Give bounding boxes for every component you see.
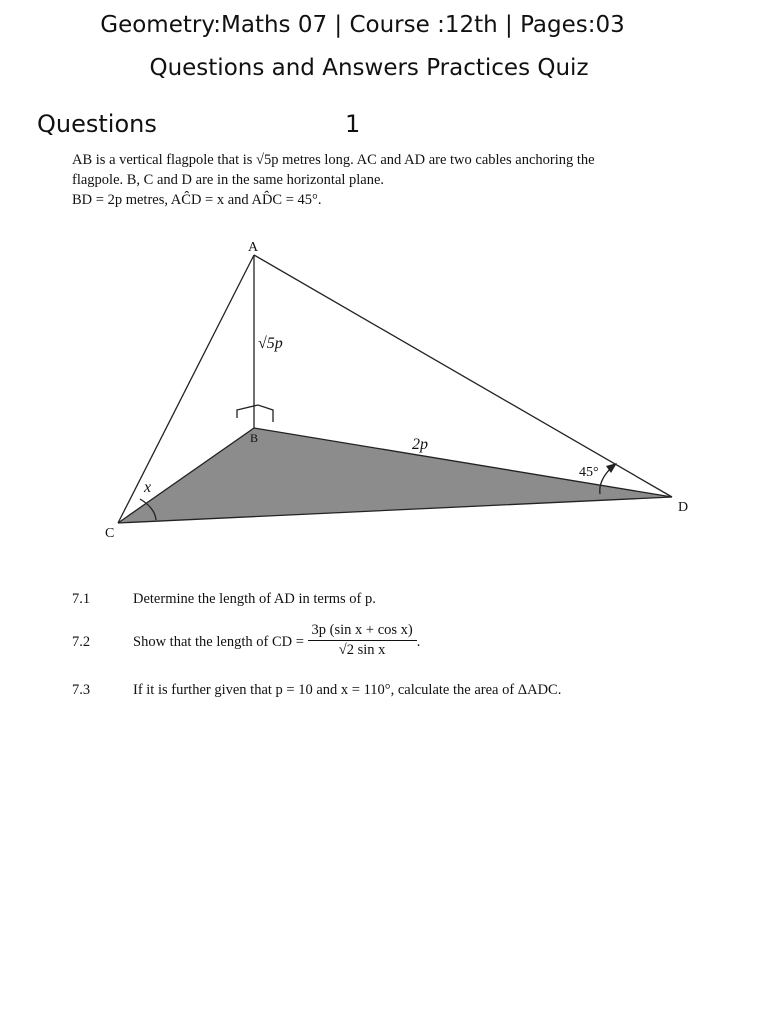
subquestion-number: 7.3 xyxy=(72,682,91,698)
intro-line-1: AB is a vertical flagpole that is √5p metres long. AC and AD are two cables anchoring the xyxy=(72,152,595,168)
fraction xyxy=(308,622,417,659)
vertex-label-a: A xyxy=(248,240,259,255)
question-number: 1 xyxy=(345,110,361,138)
angle-label-x: x xyxy=(144,479,152,496)
subquestion-text: Determine the length of AD in terms of p. xyxy=(133,591,376,607)
vertex-label-b: B xyxy=(250,431,259,445)
fraction-denominator: √2 sin x xyxy=(338,642,386,658)
subquestion-number: 7.1 xyxy=(72,591,91,607)
fraction-numerator: 3p (sin x + cos x) xyxy=(308,622,417,641)
intro-line-2: flagpole. B, C and D are in the same horizontal plane. xyxy=(72,172,385,188)
length-label-bd: 2p xyxy=(412,436,428,453)
subquestion-text-pre: Show that the length of CD = xyxy=(133,633,304,650)
page-header-title: Geometry:Maths 07 | Course :12th | Pages:03 xyxy=(100,12,625,38)
length-label-ab: √5p xyxy=(258,335,283,352)
vertex-label-d: D xyxy=(678,500,689,515)
page-header-subtitle: Questions and Answers Practices Quiz xyxy=(149,55,589,81)
question-intro xyxy=(72,150,712,210)
intro-line-3: BD = 2p metres, AĈD = x and AD̂C = 45°. xyxy=(72,192,322,208)
flagpole-diagram xyxy=(0,220,768,550)
vertex-label-c: C xyxy=(105,526,115,541)
subquestion-number: 7.2 xyxy=(72,634,91,650)
subquestion-text xyxy=(133,624,420,661)
right-angle-marker xyxy=(237,405,273,422)
subquestion-text-post: . xyxy=(416,633,421,650)
subquestion-text: If it is further given that p = 10 and x = 110°, calculate the area of ΔADC. xyxy=(133,682,562,698)
question-label: Questions xyxy=(37,110,157,138)
angle-label-45: 45° xyxy=(579,465,599,480)
